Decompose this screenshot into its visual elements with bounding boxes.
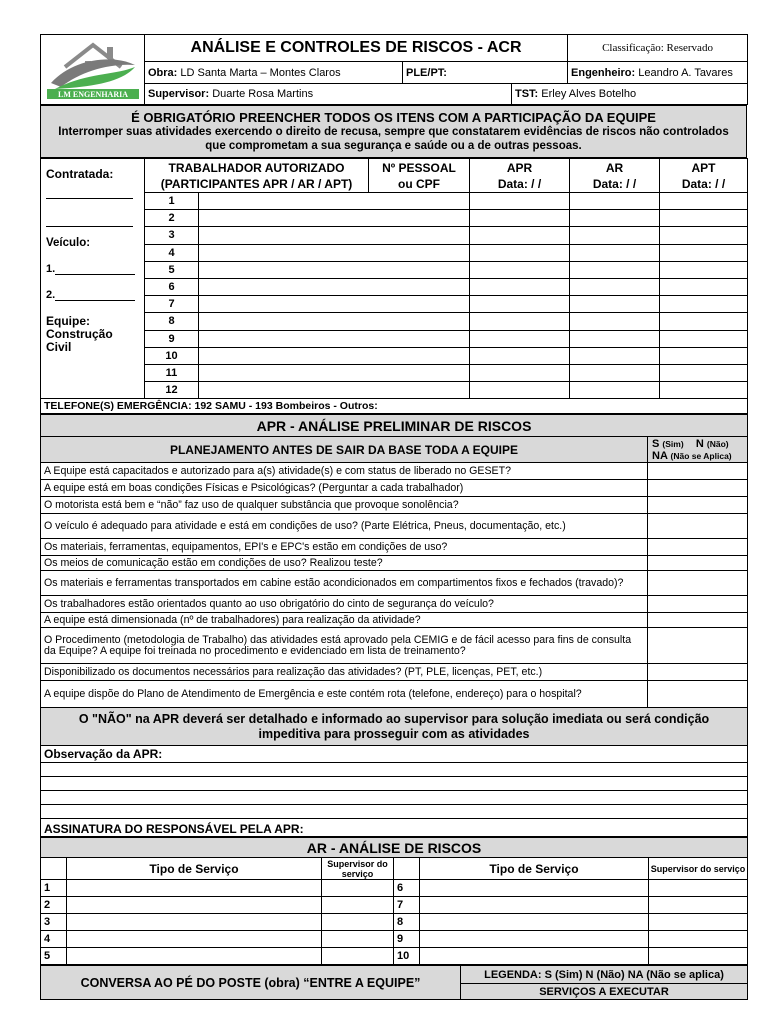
apr-question-row bbox=[41, 539, 748, 556]
id-header-line1: Nº PESSOAL bbox=[382, 160, 456, 175]
worker-column-header bbox=[145, 159, 369, 193]
legend-s: S bbox=[652, 437, 660, 450]
legend-s-desc: (Sim) bbox=[662, 438, 684, 449]
apr-column-header bbox=[470, 159, 570, 193]
worker-name-cell[interactable] bbox=[199, 193, 470, 210]
worker-id-cell[interactable] bbox=[470, 347, 570, 364]
worker-id-cell[interactable] bbox=[470, 364, 570, 381]
apr-question: A equipe dispõe do Plano de Atendimento de Emergência e este contém rota (telefone, endereço) para o hospital? bbox=[41, 681, 648, 708]
worker-apr-cell[interactable] bbox=[570, 313, 660, 330]
worker-row bbox=[41, 261, 748, 278]
apr-answer-cell[interactable] bbox=[648, 613, 748, 628]
worker-apr-cell[interactable] bbox=[570, 261, 660, 278]
legend-n: N bbox=[695, 437, 704, 450]
supervisor-label: Supervisor: bbox=[148, 88, 210, 101]
apr-signature-label[interactable]: ASSINATURA DO RESPONSÁVEL PELA APR: bbox=[41, 819, 748, 837]
worker-ar-cell[interactable] bbox=[660, 347, 748, 364]
worker-apr-cell[interactable] bbox=[570, 364, 660, 381]
apr-question-row bbox=[41, 613, 748, 628]
apr-question: O motorista está bem e “não” faz uso de qualquer substância que provoque sonolência? bbox=[41, 497, 648, 514]
conversation-label: CONVERSA AO PÉ DO POSTE (obra) “ENTRE A EQUIPE” bbox=[41, 966, 461, 1000]
apr-planning-label: PLANEJAMENTO ANTES DE SAIR DA BASE TODA A EQUIPE bbox=[41, 437, 648, 463]
ar-row bbox=[41, 948, 748, 965]
worker-row bbox=[41, 347, 748, 364]
tst-label: TST: bbox=[515, 88, 539, 101]
apr-answer-cell[interactable] bbox=[648, 681, 748, 708]
worker-row-number: 1 bbox=[145, 193, 199, 210]
worker-name-cell[interactable] bbox=[199, 278, 470, 295]
ar-service-header-left: Tipo de Serviço bbox=[67, 858, 322, 880]
apr-question-row bbox=[41, 463, 748, 480]
worker-id-cell[interactable] bbox=[470, 313, 570, 330]
worker-ar-cell[interactable] bbox=[660, 193, 748, 210]
worker-ar-cell[interactable] bbox=[660, 313, 748, 330]
ar-header-blank bbox=[394, 858, 420, 880]
apr-section-title: APR - ANÁLISE PRELIMINAR DE RISCOS bbox=[41, 415, 748, 437]
apr-question-row bbox=[41, 628, 748, 664]
form-title: ANÁLISE E CONTROLES DE RISCOS - ACR bbox=[145, 35, 568, 62]
equipe-info bbox=[46, 315, 139, 354]
ar-row-number: 8 bbox=[394, 914, 420, 931]
worker-name-cell[interactable] bbox=[199, 330, 470, 347]
worker-row-number: 5 bbox=[145, 261, 199, 278]
ar-service-cell[interactable] bbox=[67, 914, 322, 931]
apr-answer-cell[interactable] bbox=[648, 463, 748, 480]
logo-house-icon bbox=[45, 37, 141, 99]
worker-apr-cell[interactable] bbox=[570, 210, 660, 227]
worker-header-line1: TRABALHADOR AUTORIZADO bbox=[168, 160, 345, 175]
worker-row bbox=[41, 193, 748, 210]
veiculo-label: Veículo: bbox=[46, 237, 91, 249]
ar-row-number: 2 bbox=[41, 897, 67, 914]
logo-text: LM ENGENHARIA bbox=[57, 90, 128, 99]
worker-row-number: 4 bbox=[145, 244, 199, 261]
engenheiro-field[interactable] bbox=[568, 62, 748, 84]
worker-id-cell[interactable] bbox=[470, 382, 570, 399]
apr-question-row bbox=[41, 664, 748, 681]
apr-question: O veículo é adequado para atividade e está em condições de uso? (Parte Elétrica, Pneus, documentação, etc.) bbox=[41, 514, 648, 539]
apr-answer-cell[interactable] bbox=[648, 480, 748, 497]
ar-row bbox=[41, 880, 748, 897]
engenheiro-value: Leandro A. Tavares bbox=[638, 66, 733, 79]
worker-name-cell[interactable] bbox=[199, 313, 470, 330]
worker-name-cell[interactable] bbox=[199, 210, 470, 227]
equipe-value-1: Construção bbox=[46, 327, 113, 341]
worker-name-cell[interactable] bbox=[199, 364, 470, 381]
apr-question-row bbox=[41, 681, 748, 708]
apr-answer-cell[interactable] bbox=[648, 571, 748, 596]
company-logo bbox=[41, 35, 145, 105]
team-info-panel bbox=[41, 159, 145, 399]
worker-name-cell[interactable] bbox=[199, 244, 470, 261]
apr-question-row bbox=[41, 497, 748, 514]
worker-id-cell[interactable] bbox=[470, 227, 570, 244]
worker-ar-cell[interactable] bbox=[660, 296, 748, 313]
apr-answer-cell[interactable] bbox=[648, 497, 748, 514]
apr-question: O Procedimento (metodologia de Trabalho) das atividades está aprovado pela CEMIG e de fácil acesso para fins de consulta da Equipe? A equipe foi treinada no procedimento e evidenciado em lista de treinamento? bbox=[41, 628, 648, 664]
worker-ar-cell[interactable] bbox=[660, 382, 748, 399]
apr-table bbox=[40, 414, 748, 837]
obra-value: LD Santa Marta – Montes Claros bbox=[180, 66, 341, 79]
apr-observation-line[interactable] bbox=[41, 763, 748, 777]
header-table bbox=[40, 34, 748, 105]
worker-name-cell[interactable] bbox=[199, 296, 470, 313]
worker-row bbox=[41, 364, 748, 381]
contratada-line-2[interactable] bbox=[46, 199, 133, 227]
ar-header-label: AR bbox=[605, 160, 624, 175]
ar-supervisor-cell[interactable] bbox=[649, 880, 748, 897]
equipe-label: Equipe: bbox=[46, 314, 90, 328]
workers-table bbox=[40, 158, 748, 414]
worker-apr-cell[interactable] bbox=[570, 296, 660, 313]
acr-form bbox=[40, 34, 747, 1000]
apr-question-row bbox=[41, 480, 748, 497]
worker-row-number: 12 bbox=[145, 382, 199, 399]
worker-name-cell[interactable] bbox=[199, 382, 470, 399]
legend-n-desc: (Não) bbox=[706, 438, 729, 449]
worker-name-cell[interactable] bbox=[199, 261, 470, 278]
ar-service-cell[interactable] bbox=[420, 931, 649, 948]
apr-observation-label: Observação da APR: bbox=[41, 746, 748, 763]
ar-row-number: 7 bbox=[394, 897, 420, 914]
apr-legend bbox=[648, 437, 748, 463]
worker-row bbox=[41, 382, 748, 399]
worker-apr-cell[interactable] bbox=[570, 330, 660, 347]
ar-service-cell[interactable] bbox=[420, 914, 649, 931]
legend-na: NA bbox=[652, 449, 668, 462]
apr-warning: O "NÃO" na APR deverá ser detalhado e informado ao supervisor para solução imediata ou será condição impeditiva para prosseguir com as atividades bbox=[41, 708, 748, 746]
apr-observation-line[interactable] bbox=[41, 791, 748, 805]
ar-header-blank bbox=[41, 858, 67, 880]
worker-apr-cell[interactable] bbox=[570, 227, 660, 244]
ar-service-cell[interactable] bbox=[67, 880, 322, 897]
ar-supervisor-cell[interactable] bbox=[649, 897, 748, 914]
worker-ar-cell[interactable] bbox=[660, 278, 748, 295]
services-to-execute-label: SERVIÇOS A EXECUTAR bbox=[461, 984, 748, 1000]
footer-legend: LEGENDA: S (Sim) N (Não) NA (Não se aplica) bbox=[461, 966, 748, 984]
ar-date-label[interactable]: Data: / / bbox=[592, 176, 637, 191]
apr-answer-cell[interactable] bbox=[648, 539, 748, 556]
veiculo-2-field[interactable] bbox=[46, 289, 139, 301]
worker-apr-cell[interactable] bbox=[570, 382, 660, 399]
ar-row-number: 1 bbox=[41, 880, 67, 897]
ar-section-title: AR - ANÁLISE DE RISCOS bbox=[41, 838, 748, 858]
contratada-label: Contratada: bbox=[46, 167, 114, 181]
tst-field[interactable] bbox=[512, 84, 748, 105]
veiculo-2-label: 2. bbox=[46, 289, 56, 301]
ar-service-cell[interactable] bbox=[67, 897, 322, 914]
supervisor-value: Duarte Rosa Martins bbox=[212, 88, 314, 101]
tst-value: Erley Alves Botelho bbox=[541, 88, 637, 101]
apr-answer-cell[interactable] bbox=[648, 664, 748, 681]
ar-service-cell[interactable] bbox=[67, 931, 322, 948]
apr-question: A Equipe está capacitados e autorizado para a(s) atividade(s) e com status de liberado no GESET? bbox=[41, 463, 648, 480]
ar-supervisor-cell[interactable] bbox=[322, 880, 394, 897]
worker-ar-cell[interactable] bbox=[660, 227, 748, 244]
ar-service-cell[interactable] bbox=[420, 948, 649, 965]
ar-supervisor-cell[interactable] bbox=[322, 931, 394, 948]
ar-service-cell[interactable] bbox=[420, 880, 649, 897]
apr-question: Os materiais e ferramentas transportados em cabine estão acondicionados em compartimentos fixos e fechados (travado)? bbox=[41, 571, 648, 596]
worker-ar-cell[interactable] bbox=[660, 244, 748, 261]
apr-observation-line[interactable] bbox=[41, 805, 748, 819]
apr-answer-cell[interactable] bbox=[648, 628, 748, 664]
veiculo-1-label: 1. bbox=[46, 263, 56, 275]
apr-question: Os trabalhadores estão orientados quanto ao uso obrigatório do cinto de segurança do veículo? bbox=[41, 596, 648, 613]
worker-id-cell[interactable] bbox=[470, 261, 570, 278]
ar-service-cell[interactable] bbox=[420, 897, 649, 914]
worker-id-cell[interactable] bbox=[470, 278, 570, 295]
worker-row bbox=[41, 296, 748, 313]
legend-line-2 bbox=[652, 450, 743, 462]
worker-row bbox=[41, 244, 748, 261]
worker-id-cell[interactable] bbox=[470, 330, 570, 347]
worker-row-number: 8 bbox=[145, 313, 199, 330]
notice-refusal: Interromper suas atividades exercendo o direito de recusa, sempre que constatarem evidências de riscos não controlados que comprometam a sua segurança e saúde ou a de outras pessoas. bbox=[58, 126, 729, 152]
worker-ar-cell[interactable] bbox=[660, 261, 748, 278]
worker-row-number: 10 bbox=[145, 347, 199, 364]
ar-row-number: 6 bbox=[394, 880, 420, 897]
worker-row bbox=[41, 330, 748, 347]
worker-ar-cell[interactable] bbox=[660, 330, 748, 347]
apr-answer-cell[interactable] bbox=[648, 556, 748, 571]
worker-header-line2: (PARTICIPANTES APR / AR / APT) bbox=[160, 176, 353, 191]
ar-table bbox=[40, 837, 748, 965]
ar-row-number: 3 bbox=[41, 914, 67, 931]
ar-row-number: 4 bbox=[41, 931, 67, 948]
worker-name-cell[interactable] bbox=[199, 347, 470, 364]
notice-mandatory: É OBRIGATÓRIO PREENCHER TODOS OS ITENS COM A PARTICIPAÇÃO DA EQUIPE bbox=[131, 110, 656, 125]
ar-row bbox=[41, 914, 748, 931]
id-header-line2: ou CPF bbox=[398, 176, 440, 191]
worker-row bbox=[41, 278, 748, 295]
apr-question-row bbox=[41, 596, 748, 613]
apr-header-label: APR bbox=[506, 160, 533, 175]
contratada-line-1[interactable] bbox=[46, 181, 133, 199]
apr-question: Os materiais, ferramentas, equipamentos, EPI's e EPC's estão em condições de uso? bbox=[41, 539, 648, 556]
apr-question: Disponibilizado os documentos necessários para realização das atividades? (PT, PLE, licenças, PET, etc.) bbox=[41, 664, 648, 681]
apr-answer-cell[interactable] bbox=[648, 514, 748, 539]
worker-row-number: 2 bbox=[145, 210, 199, 227]
ar-supervisor-cell[interactable] bbox=[649, 931, 748, 948]
worker-id-cell[interactable] bbox=[470, 193, 570, 210]
id-column-header bbox=[369, 159, 470, 193]
emergency-phones[interactable]: TELEFONE(S) EMERGÊNCIA: 192 SAMU - 193 Bombeiros - Outros: bbox=[41, 399, 748, 414]
obra-field[interactable] bbox=[145, 62, 403, 84]
apr-question-row bbox=[41, 556, 748, 571]
apt-header-label: APT bbox=[691, 160, 716, 175]
ar-supervisor-cell[interactable] bbox=[649, 914, 748, 931]
notice-table bbox=[40, 105, 747, 158]
veiculo-1-field[interactable] bbox=[46, 263, 139, 275]
ar-row-number: 10 bbox=[394, 948, 420, 965]
ar-row-number: 9 bbox=[394, 931, 420, 948]
apr-answer-cell[interactable] bbox=[648, 596, 748, 613]
ar-supervisor-cell[interactable] bbox=[322, 948, 394, 965]
supervisor-field[interactable] bbox=[145, 84, 512, 105]
ar-row bbox=[41, 931, 748, 948]
ar-service-header-right: Tipo de Serviço bbox=[420, 858, 649, 880]
ar-service-cell[interactable] bbox=[67, 948, 322, 965]
worker-row-number: 7 bbox=[145, 296, 199, 313]
ar-supervisor-header-left: Supervisor do serviço bbox=[322, 858, 394, 880]
worker-row-number: 3 bbox=[145, 227, 199, 244]
worker-row bbox=[41, 227, 748, 244]
apr-question: Os meios de comunicação estão em condições de uso? Realizou teste? bbox=[41, 556, 648, 571]
apr-question: A equipe está em boas condições Físicas e Psicológicas? (Perguntar a cada trabalhador) bbox=[41, 480, 648, 497]
worker-name-cell[interactable] bbox=[199, 227, 470, 244]
ple-pt-field[interactable]: PLE/PT: bbox=[403, 62, 568, 84]
ar-column-header bbox=[570, 159, 660, 193]
worker-apr-cell[interactable] bbox=[570, 278, 660, 295]
worker-ar-cell[interactable] bbox=[660, 210, 748, 227]
ar-row-number: 5 bbox=[41, 948, 67, 965]
worker-id-cell[interactable] bbox=[470, 296, 570, 313]
ar-supervisor-header-right: Supervisor do serviço bbox=[649, 858, 748, 880]
worker-id-cell[interactable] bbox=[470, 244, 570, 261]
worker-apr-cell[interactable] bbox=[570, 347, 660, 364]
worker-row-number: 9 bbox=[145, 330, 199, 347]
worker-ar-cell[interactable] bbox=[660, 364, 748, 381]
footer-table bbox=[40, 965, 748, 1000]
legend-na-desc: (Não se Aplica) bbox=[670, 450, 732, 461]
ar-row bbox=[41, 897, 748, 914]
apr-question-row bbox=[41, 571, 748, 596]
apr-observation-line[interactable] bbox=[41, 777, 748, 791]
obra-label: Obra: bbox=[148, 66, 178, 79]
apr-question-row bbox=[41, 514, 748, 539]
worker-row-number: 11 bbox=[145, 364, 199, 381]
worker-apr-cell[interactable] bbox=[570, 193, 660, 210]
worker-row bbox=[41, 210, 748, 227]
legend-line-1 bbox=[652, 438, 743, 450]
apr-question: A equipe está dimensionada (nº de trabalhadores) para realização da atividade? bbox=[41, 613, 648, 628]
worker-row-number: 6 bbox=[145, 278, 199, 295]
classification-label: Classificação: Reservado bbox=[568, 35, 748, 62]
ar-supervisor-cell[interactable] bbox=[322, 914, 394, 931]
equipe-value-2: Civil bbox=[46, 340, 72, 354]
ar-supervisor-cell[interactable] bbox=[649, 948, 748, 965]
worker-id-cell[interactable] bbox=[470, 210, 570, 227]
ar-supervisor-cell[interactable] bbox=[322, 897, 394, 914]
notice-box bbox=[41, 106, 747, 158]
worker-row bbox=[41, 313, 748, 330]
apt-column-header bbox=[660, 159, 748, 193]
engenheiro-label: Engenheiro: bbox=[571, 66, 636, 79]
apt-date-label[interactable]: Data: / / bbox=[681, 176, 726, 191]
worker-apr-cell[interactable] bbox=[570, 244, 660, 261]
apr-date-label[interactable]: Data: / / bbox=[497, 176, 542, 191]
